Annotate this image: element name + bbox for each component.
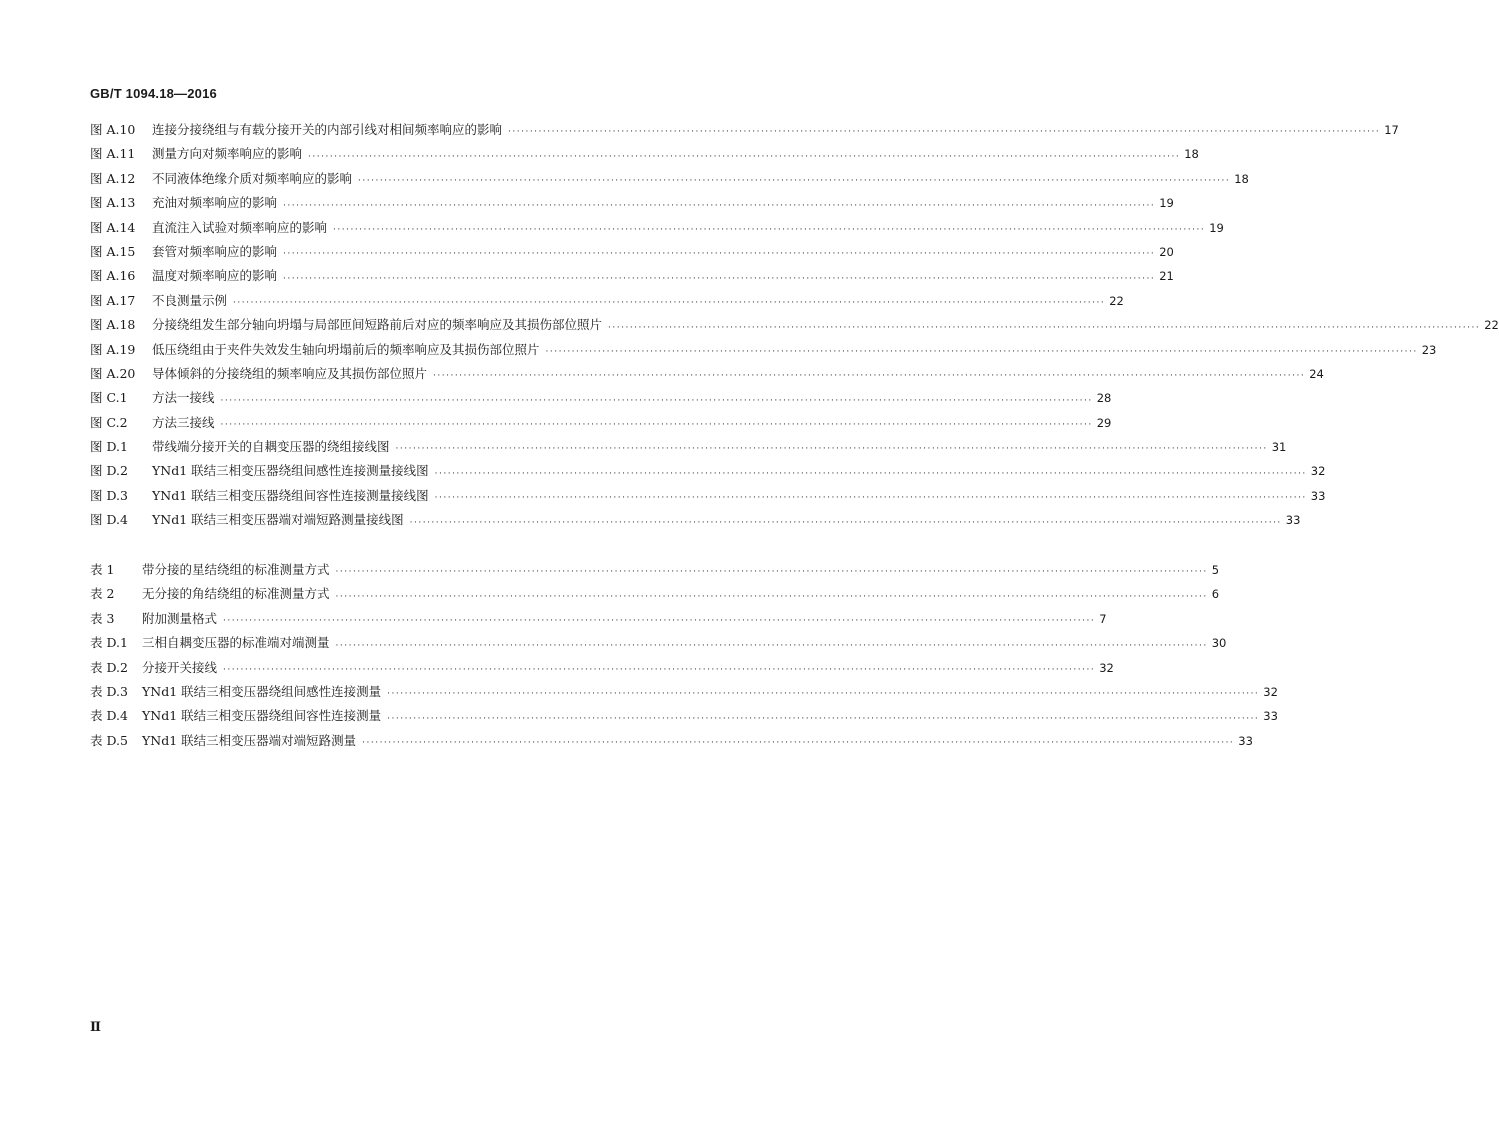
toc-entry-figure[interactable] (90, 362, 1324, 386)
entry-title: 导体倾斜的分接绕组的频率响应及其损伤部位照片 (152, 365, 428, 381)
toc-entry-table[interactable] (90, 582, 1220, 606)
dot-leader: ········································································································································································································ (434, 468, 1307, 479)
dot-leader: ········································································································································································································ (223, 664, 1096, 675)
entry-label: 表 D.4 (90, 708, 128, 724)
entry-title: 测量方向对频率响应的影响 (152, 146, 303, 162)
dot-leader: ········································································································································································································ (223, 616, 1096, 627)
entry-label: 图 D.2 (90, 463, 128, 479)
entry-label: 图 D.1 (90, 439, 128, 455)
dot-leader: ········································································································································································································ (387, 713, 1260, 724)
entry-page-number: 30 (1211, 636, 1227, 651)
entry-title: 分接绕组发生部分轴向坍塌与局部匝间短路前后对应的频率响应及其损伤部位照片 (152, 317, 603, 333)
entry-page-number: 17 (1384, 122, 1399, 137)
entry-title: 方法一接线 (152, 390, 215, 406)
entry-page-number: 5 (1211, 562, 1220, 577)
entry-label: 图 A.10 (90, 121, 136, 137)
dot-leader: ········································································································································································································ (387, 689, 1260, 700)
toc-entry-figure[interactable] (90, 313, 1499, 337)
entry-page-number: 33 (1263, 709, 1278, 724)
toc-entry-figure[interactable] (90, 191, 1174, 215)
entry-page-number: 18 (1234, 171, 1249, 186)
entry-label: 表 D.2 (90, 659, 128, 675)
toc-entry-figure[interactable] (90, 508, 1301, 532)
toc-entry-table[interactable] (90, 704, 1278, 728)
entry-label: 表 D.5 (90, 732, 128, 748)
entry-title: 套管对频率响应的影响 (152, 243, 278, 259)
entry-title: 带线端分接开关的自耦变压器的绕组接线图 (152, 439, 390, 455)
entry-page-number: 32 (1263, 684, 1278, 699)
toc-entry-figure[interactable] (90, 289, 1124, 313)
entry-label: 图 A.17 (90, 292, 136, 308)
entry-page-number: 24 (1309, 366, 1324, 381)
toc-entry-figure[interactable] (90, 459, 1326, 483)
entry-page-number: 31 (1271, 440, 1287, 455)
page-number: Ⅱ (90, 1020, 101, 1035)
dot-leader: ········································································································································································································ (220, 395, 1093, 406)
entry-title: 低压绕组由于夹件失效发生轴向坍塌前后的频率响应及其损伤部位照片 (152, 341, 540, 357)
entry-page-number: 23 (1421, 342, 1437, 357)
dot-leader: ········································································································································································································ (335, 567, 1208, 578)
entry-page-number: 32 (1099, 660, 1114, 675)
entry-title: YNd1 联结三相变压器端对端短路测量 (142, 732, 357, 748)
entry-label: 图 A.11 (90, 146, 136, 162)
entry-label: 图 A.16 (90, 268, 136, 284)
entry-title: YNd1 联结三相变压器绕组间感性连接测量接线图 (152, 463, 429, 479)
entry-label: 表 D.3 (90, 683, 128, 699)
entry-page-number: 28 (1096, 391, 1112, 406)
entry-label: 图 A.19 (90, 341, 136, 357)
entry-title: 温度对频率响应的影响 (152, 268, 278, 284)
entry-page-number: 33 (1238, 733, 1253, 748)
entry-page-number: 33 (1310, 488, 1326, 503)
toc-entry-figure[interactable] (90, 118, 1399, 142)
entry-label: 图 C.2 (90, 414, 128, 430)
dot-leader: ········································································································································································································ (358, 176, 1231, 187)
dot-leader: ········································································································································································································ (395, 444, 1268, 455)
entry-title: 连接分接绕组与有载分接开关的内部引线对相间频率响应的影响 (152, 121, 503, 137)
entry-label: 表 D.1 (90, 635, 128, 651)
toc-entry-figure[interactable] (90, 435, 1287, 459)
entry-page-number: 22 (1109, 293, 1124, 308)
toc-entry-figure[interactable] (90, 484, 1326, 508)
toc-entry-table[interactable] (90, 631, 1227, 655)
entry-label: 图 A.20 (90, 365, 136, 381)
figure-list (90, 118, 1499, 533)
dot-leader: ········································································································································································································ (335, 591, 1208, 602)
dot-leader: ········································································································································································································ (409, 517, 1282, 528)
entry-title: 直流注入试验对频率响应的影响 (152, 219, 328, 235)
entry-title: YNd1 联结三相变压器端对端短路测量接线图 (152, 512, 404, 528)
entry-label: 表 2 (90, 586, 115, 602)
dot-leader: ········································································································································································································ (545, 346, 1418, 357)
toc-entry-figure[interactable] (90, 338, 1437, 362)
standard-code-header: GB/T 1094.18—2016 (90, 86, 217, 101)
entry-label: 图 A.14 (90, 219, 136, 235)
entry-page-number: 20 (1159, 244, 1174, 259)
entry-label: 图 C.1 (90, 390, 128, 406)
table-list (90, 558, 1278, 753)
dot-leader: ········································································································································································································ (220, 420, 1093, 431)
entry-page-number: 19 (1159, 196, 1174, 211)
toc-entry-table[interactable] (90, 558, 1220, 582)
toc-entry-table[interactable] (90, 680, 1278, 704)
entry-title: 无分接的角结绕组的标准测量方式 (142, 586, 330, 602)
dot-leader: ········································································································································································································ (362, 738, 1235, 749)
entry-page-number: 32 (1310, 464, 1326, 479)
toc-entry-table[interactable] (90, 607, 1107, 631)
entry-page-number: 33 (1285, 513, 1301, 528)
toc-entry-table[interactable] (90, 656, 1114, 680)
entry-label: 图 A.18 (90, 317, 136, 333)
toc-entry-figure[interactable] (90, 216, 1224, 240)
entry-title: 不良测量示例 (152, 292, 228, 308)
entry-label: 图 D.3 (90, 487, 128, 503)
dot-leader: ········································································································································································································ (333, 224, 1206, 235)
entry-title: YNd1 联结三相变压器绕组间容性连接测量接线图 (152, 487, 429, 503)
toc-entry-figure[interactable] (90, 411, 1112, 435)
entry-title: 三相自耦变压器的标准端对端测量 (142, 635, 330, 651)
entry-label: 表 3 (90, 610, 115, 626)
entry-label: 图 A.13 (90, 195, 136, 211)
entry-title: YNd1 联结三相变压器绕组间感性连接测量 (142, 683, 382, 699)
entry-page-number: 18 (1184, 147, 1199, 162)
toc-entry-figure[interactable] (90, 142, 1199, 166)
toc-entry-figure[interactable] (90, 264, 1174, 288)
toc-entry-figure[interactable] (90, 167, 1249, 191)
dot-leader: ········································································································································································································ (283, 273, 1156, 284)
entry-page-number: 19 (1209, 220, 1224, 235)
dot-leader: ········································································································································································································ (335, 640, 1208, 651)
dot-leader: ········································································································································································································ (508, 127, 1381, 138)
entry-page-number: 22 (1484, 318, 1499, 333)
dot-leader: ········································································································································································································ (434, 493, 1307, 504)
entry-page-number: 29 (1096, 415, 1112, 430)
dot-leader: ········································································································································································································ (308, 151, 1181, 162)
dot-leader: ········································································································································································································ (608, 322, 1481, 333)
entry-title: 不同液体绝缘介质对频率响应的影响 (152, 170, 353, 186)
entry-title: 充油对频率响应的影响 (152, 195, 278, 211)
toc-entry-table[interactable] (90, 729, 1253, 753)
entry-title: 带分接的星结绕组的标准测量方式 (142, 561, 330, 577)
entry-title: 分接开关接线 (142, 659, 218, 675)
dot-leader: ········································································································································································································ (283, 249, 1156, 260)
entry-label: 图 A.15 (90, 243, 136, 259)
entry-title: 方法三接线 (152, 414, 215, 430)
entry-label: 图 A.12 (90, 170, 136, 186)
entry-label: 图 D.4 (90, 512, 128, 528)
toc-entry-figure[interactable] (90, 240, 1174, 264)
entry-page-number: 21 (1159, 269, 1174, 284)
dot-leader: ········································································································································································································ (283, 200, 1156, 211)
toc-entry-figure[interactable] (90, 386, 1112, 410)
dot-leader: ········································································································································································································ (233, 298, 1106, 309)
entry-title: 附加测量格式 (142, 610, 218, 626)
entry-page-number: 7 (1099, 611, 1107, 626)
dot-leader: ········································································································································································································ (433, 371, 1306, 382)
entry-page-number: 6 (1211, 587, 1220, 602)
entry-label: 表 1 (90, 561, 115, 577)
entry-title: YNd1 联结三相变压器绕组间容性连接测量 (142, 708, 382, 724)
